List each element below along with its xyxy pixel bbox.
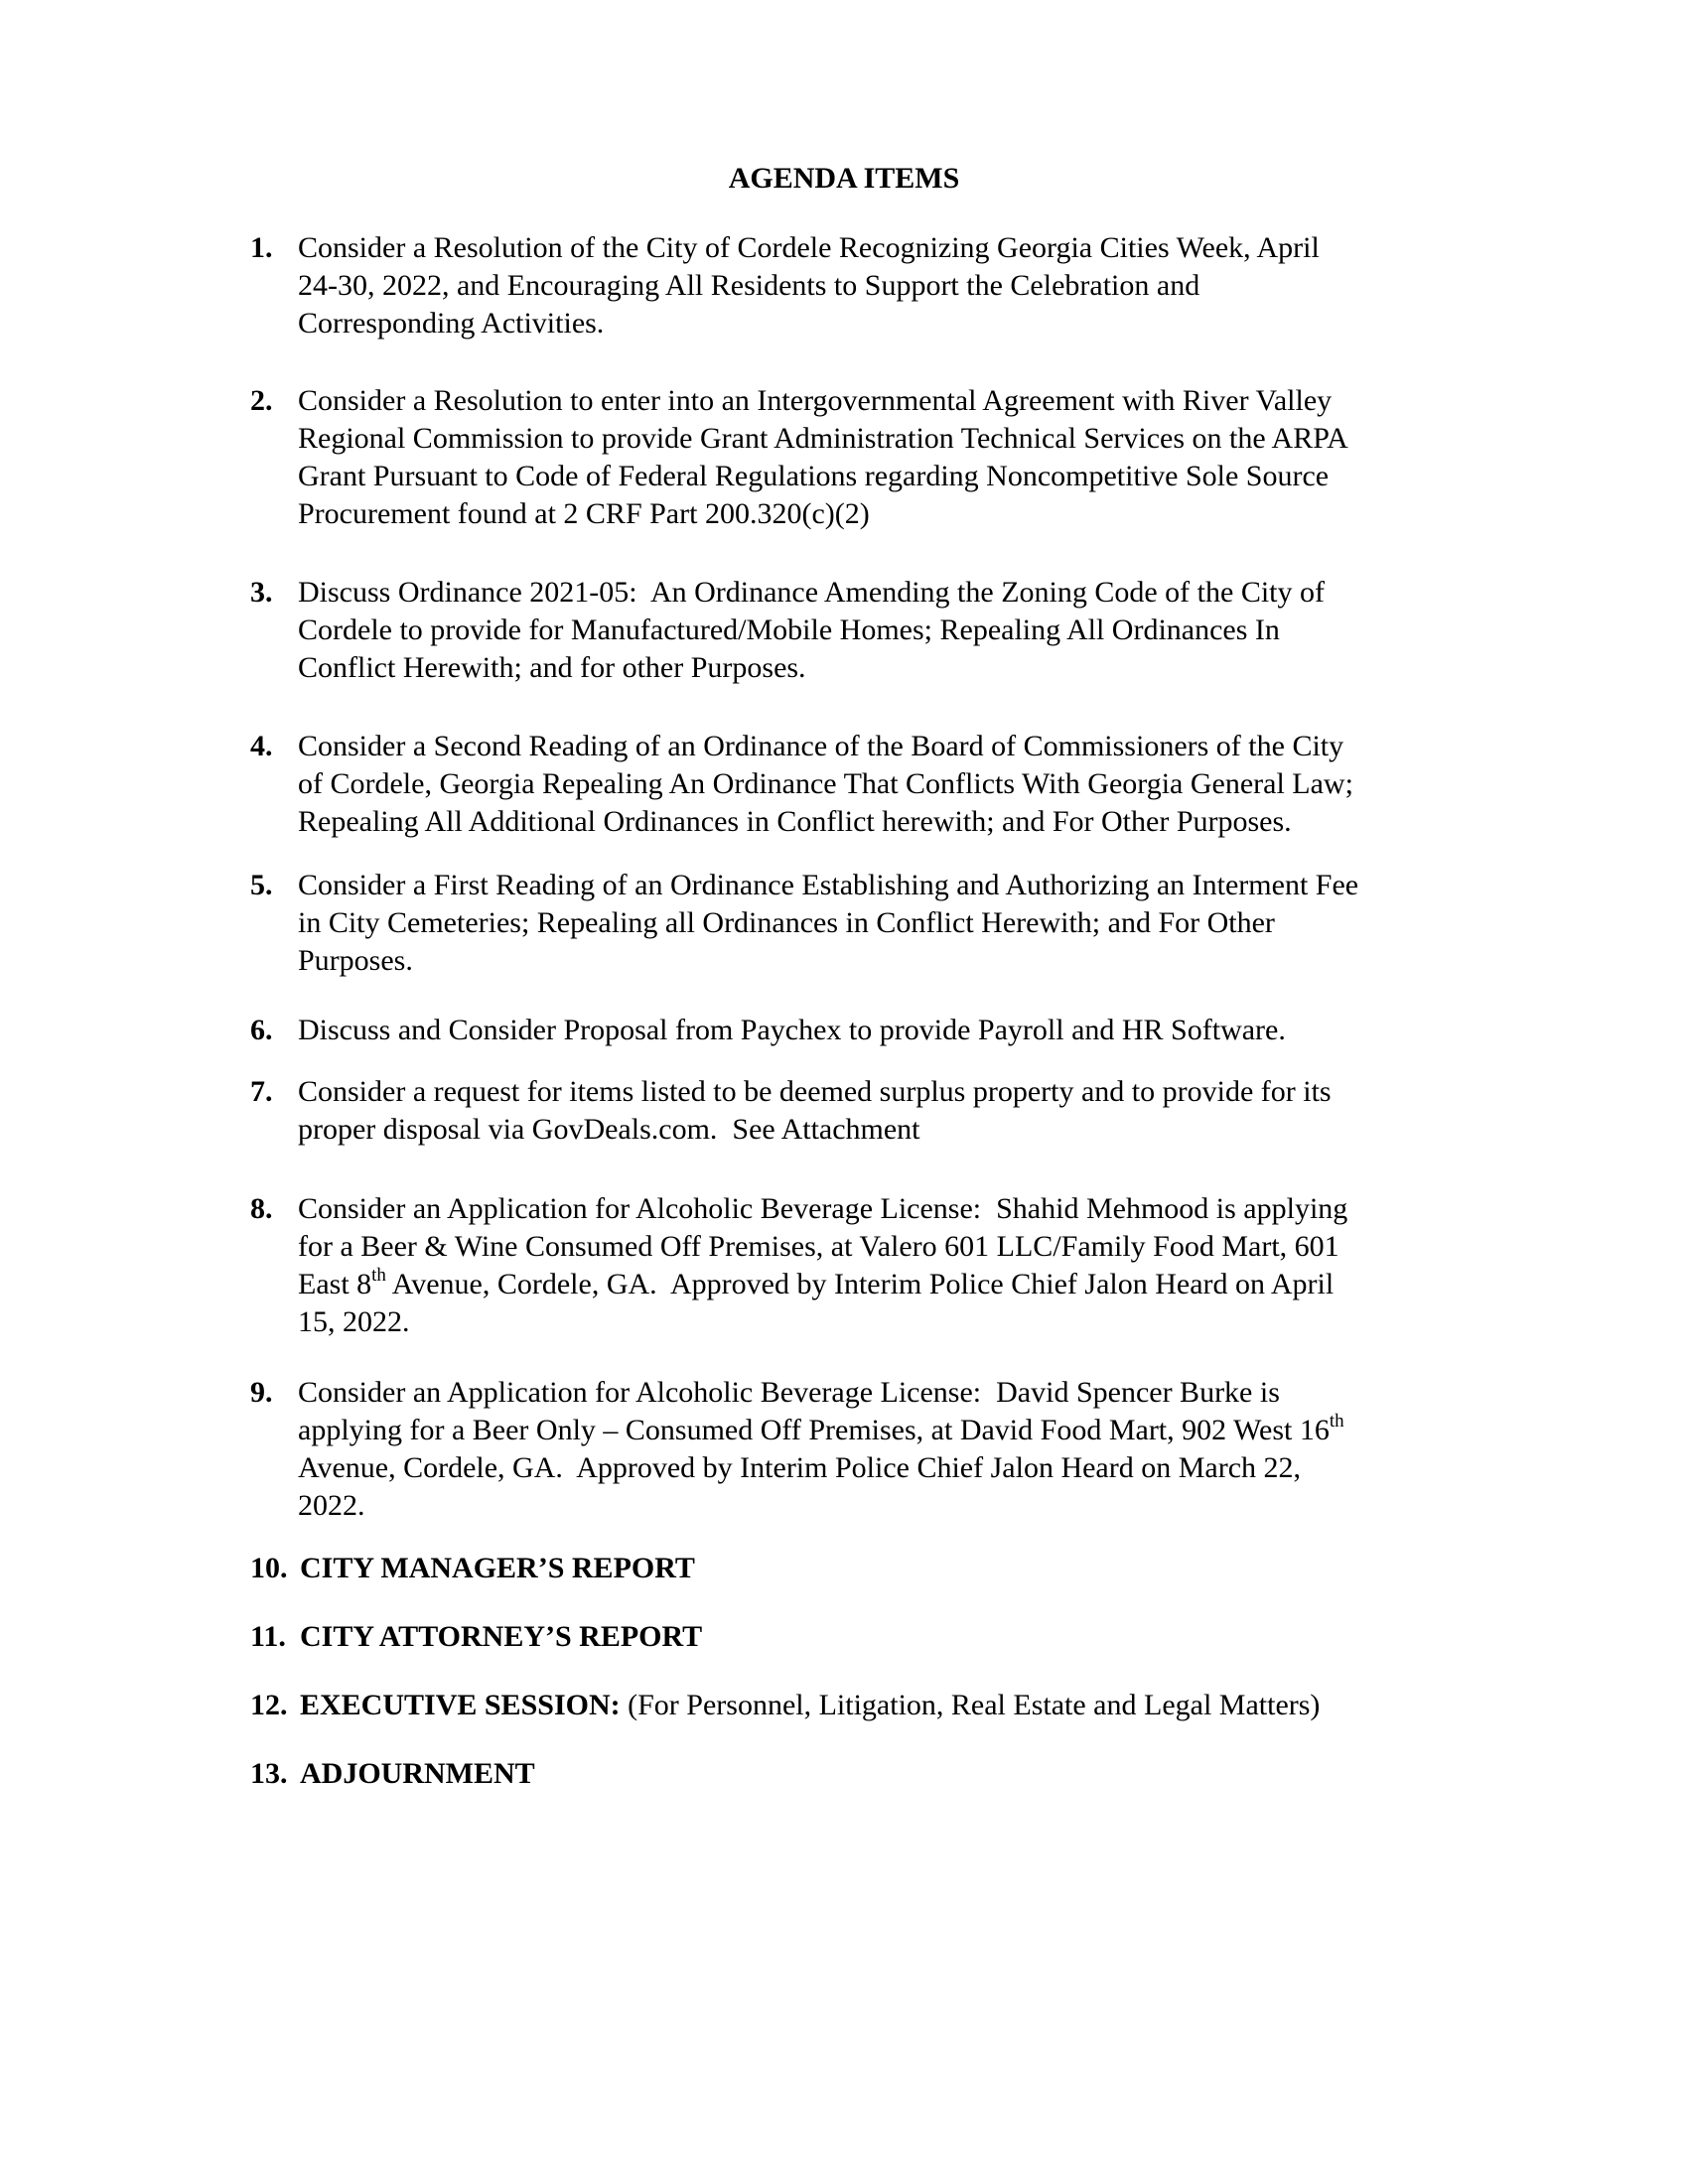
item-number: 9. bbox=[250, 1376, 273, 1409]
item-number: 7. bbox=[250, 1075, 273, 1108]
item-number: 2. bbox=[250, 384, 273, 417]
item-number: 8. bbox=[250, 1192, 273, 1225]
ordinal-suffix: th bbox=[371, 1265, 386, 1286]
item-text bbox=[298, 382, 1499, 533]
item-line: Discuss Ordinance 2021-05: An Ordinance Amending the Zoning Code of the City of bbox=[298, 576, 1325, 609]
ordinal-suffix: th bbox=[1329, 1411, 1344, 1432]
item-line: Conflict Herewith; and for other Purposes. bbox=[298, 651, 806, 684]
item-number: 6. bbox=[250, 1014, 273, 1046]
section-title: EXECUTIVE SESSION: bbox=[300, 1689, 621, 1721]
item-line: Consider an Application for Alcoholic Beverage License: David Spencer Burke is bbox=[298, 1376, 1280, 1409]
item-line: of Cordele, Georgia Repealing An Ordinance That Conflicts With Georgia General Law; bbox=[298, 767, 1353, 800]
item-line bbox=[298, 1412, 1499, 1449]
section-title: ADJOURNMENT bbox=[300, 1757, 535, 1790]
item-text bbox=[298, 1190, 1499, 1341]
item-number: 12. bbox=[250, 1689, 288, 1721]
item-line: in City Cemeteries; Repealing all Ordinances in Conflict Herewith; and For Other bbox=[298, 906, 1275, 939]
item-line: Cordele to provide for Manufactured/Mobile Homes; Repealing All Ordinances In bbox=[298, 614, 1280, 646]
item-number: 4. bbox=[250, 730, 273, 762]
item-text bbox=[298, 728, 1499, 841]
item-number: 3. bbox=[250, 576, 273, 609]
item-text bbox=[298, 1073, 1499, 1149]
item-line: Procurement found at 2 CRF Part 200.320(c)(2) bbox=[298, 497, 870, 530]
item-text bbox=[300, 1687, 1501, 1724]
item-text bbox=[298, 229, 1499, 342]
item-number: 11. bbox=[250, 1620, 286, 1653]
item-line: Purposes. bbox=[298, 944, 413, 977]
item-line: 15, 2022. bbox=[298, 1305, 410, 1338]
item-line: for a Beer & Wine Consumed Off Premises, at Valero 601 LLC/Family Food Mart, 601 bbox=[298, 1230, 1339, 1263]
item-line: Repealing All Additional Ordinances in Conflict herewith; and For Other Purposes. bbox=[298, 805, 1292, 838]
item-number: 10. bbox=[250, 1552, 288, 1584]
item-text bbox=[300, 1755, 1501, 1793]
item-line: Consider a request for items listed to be deemed surplus property and to provide for its bbox=[298, 1075, 1332, 1108]
item-line: Consider an Application for Alcoholic Beverage License: Shahid Mehmood is applying bbox=[298, 1192, 1348, 1225]
item-line: Discuss and Consider Proposal from Paychex to provide Payroll and HR Software. bbox=[298, 1014, 1286, 1046]
section-note: (For Personnel, Litigation, Real Estate and Legal Matters) bbox=[620, 1689, 1321, 1721]
item-number: 13. bbox=[250, 1757, 288, 1790]
item-number: 5. bbox=[250, 869, 273, 901]
item-text bbox=[298, 1374, 1499, 1525]
item-line: 24-30, 2022, and Encouraging All Residents to Support the Celebration and bbox=[298, 269, 1200, 302]
item-line: Consider a First Reading of an Ordinance Establishing and Authorizing an Interment Fee bbox=[298, 869, 1359, 901]
section-title: CITY MANAGER’S REPORT bbox=[300, 1552, 695, 1584]
item-line: 2022. bbox=[298, 1489, 365, 1522]
item-number: 1. bbox=[250, 231, 273, 264]
item-line bbox=[298, 1266, 1499, 1303]
item-line: Consider a Resolution of the City of Cordele Recognizing Georgia Cities Week, April bbox=[298, 231, 1320, 264]
item-text bbox=[298, 574, 1499, 687]
item-text bbox=[300, 1550, 1501, 1587]
item-line: Avenue, Cordele, GA. Approved by Interim Police Chief Jalon Heard on March 22, bbox=[298, 1451, 1302, 1484]
item-line: Consider a Resolution to enter into an Intergovernmental Agreement with River Valley bbox=[298, 384, 1333, 417]
item-text bbox=[298, 867, 1499, 980]
item-line bbox=[300, 1687, 1501, 1724]
item-line: Consider a Second Reading of an Ordinance of the Board of Commissioners of the City bbox=[298, 730, 1344, 762]
line-text: applying for a Beer Only – Consumed Off Premises, at David Food Mart, 902 West 16 bbox=[298, 1414, 1330, 1446]
item-line: Corresponding Activities. bbox=[298, 307, 605, 340]
item-text bbox=[298, 1012, 1499, 1049]
line-text: East 8 bbox=[298, 1268, 372, 1300]
item-line: Regional Commission to provide Grant Administration Technical Services on the ARPA bbox=[298, 422, 1348, 455]
line-text: Avenue, Cordele, GA. Approved by Interim Police Chief Jalon Heard on April bbox=[385, 1268, 1335, 1300]
section-title: CITY ATTORNEY’S REPORT bbox=[300, 1620, 703, 1653]
item-line: Grant Pursuant to Code of Federal Regulations regarding Noncompetitive Sole Source bbox=[298, 460, 1330, 492]
item-text bbox=[300, 1618, 1501, 1656]
page-title: AGENDA ITEMS bbox=[728, 162, 960, 195]
item-line: proper disposal via GovDeals.com. See Attachment bbox=[298, 1113, 920, 1146]
